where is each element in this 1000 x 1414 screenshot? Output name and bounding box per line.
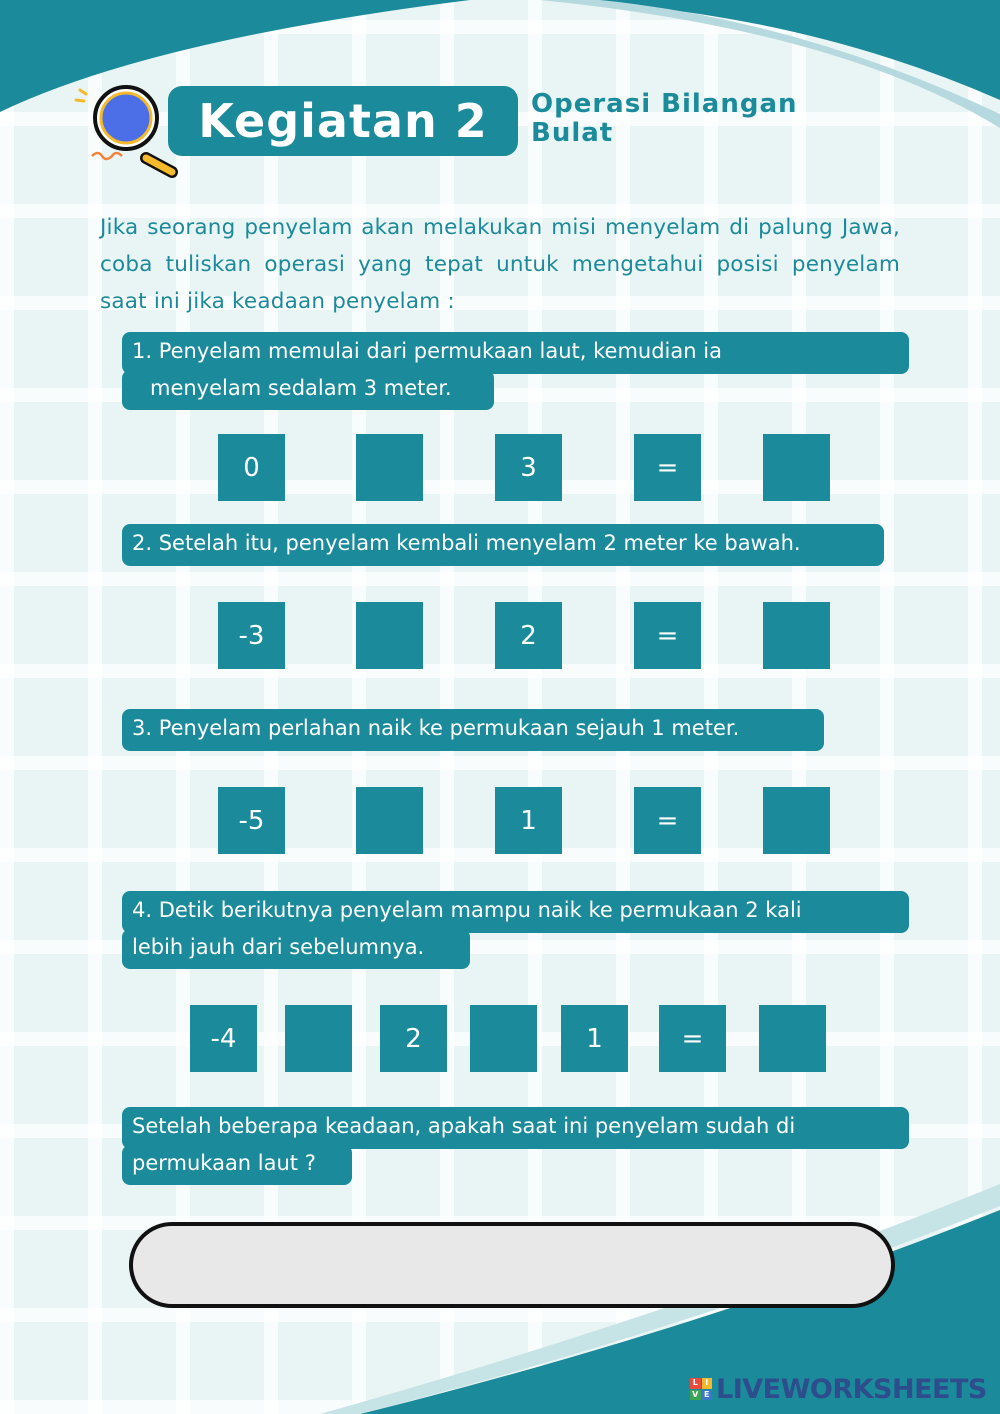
q3-box-operator[interactable] (356, 787, 423, 854)
q2-box-operand: 2 (495, 602, 562, 669)
q4-box-operand: -4 (190, 1005, 257, 1072)
question-1-line1: 1. Penyelam memulai dari permukaan laut, kemudian ia (132, 339, 722, 363)
liveworksheets-brand (690, 1374, 987, 1404)
q1-box-operand: 3 (495, 434, 562, 501)
brand-name: LIVEWORKSHEETS (716, 1373, 987, 1405)
logo-letter: E (702, 1390, 713, 1401)
q4-box-operand: 1 (561, 1005, 628, 1072)
question-1-line2: menyelam sedalam 3 meter. (150, 376, 452, 400)
q4-box-operator[interactable] (470, 1005, 537, 1072)
question-3-line1: 3. Penyelam perlahan naik ke permukaan sejauh 1 meter. (132, 716, 740, 740)
q2-box-answer[interactable] (763, 602, 830, 669)
q2-box-operator[interactable] (356, 602, 423, 669)
q4-box-operand: 2 (380, 1005, 447, 1072)
q4-box-answer[interactable] (759, 1005, 826, 1072)
subtitle-line-2: Bulat (531, 118, 614, 148)
q2-box-operand: -3 (218, 602, 285, 669)
logo-letter: V (690, 1390, 701, 1401)
logo-letter: I (702, 1378, 713, 1389)
q3-box-equals: = (634, 787, 701, 854)
title-banner (168, 86, 518, 156)
q3-box-operand: -5 (218, 787, 285, 854)
final-question-line2: permukaan laut ? (132, 1151, 316, 1175)
q1-box-operator[interactable] (356, 434, 423, 501)
q2-box-equals: = (634, 602, 701, 669)
answer-text-field[interactable] (129, 1222, 895, 1308)
q1-box-operand: 0 (218, 434, 285, 501)
q4-box-operator[interactable] (285, 1005, 352, 1072)
subtitle-line-1: Operasi Bilangan (531, 89, 798, 119)
question-2-line1: 2. Setelah itu, penyelam kembali menyelam 2 meter ke bawah. (132, 531, 801, 555)
logo-letter: L (690, 1378, 701, 1389)
final-question-line1: Setelah beberapa keadaan, apakah saat ini penyelam sudah di (132, 1114, 796, 1138)
q3-box-operand: 1 (495, 787, 562, 854)
q3-box-answer[interactable] (763, 787, 830, 854)
page-title: Kegiatan 2 (198, 94, 488, 148)
liveworksheets-logo-icon (690, 1378, 712, 1400)
q4-box-equals: = (659, 1005, 726, 1072)
q1-box-equals: = (634, 434, 701, 501)
question-4-line1: 4. Detik berikutnya penyelam mampu naik ke permukaan 2 kali (132, 898, 802, 922)
intro-paragraph: Jika seorang penyelam akan melakukan misi menyelam di palung Jawa, coba tuliskan operasi yang tepat untuk mengetahui posisi penyelam saat ini jika keadaan penyelam : (100, 215, 900, 314)
q1-box-answer[interactable] (763, 434, 830, 501)
page-subtitle (531, 90, 851, 148)
question-4-line2: lebih jauh dari sebelumnya. (132, 935, 425, 959)
